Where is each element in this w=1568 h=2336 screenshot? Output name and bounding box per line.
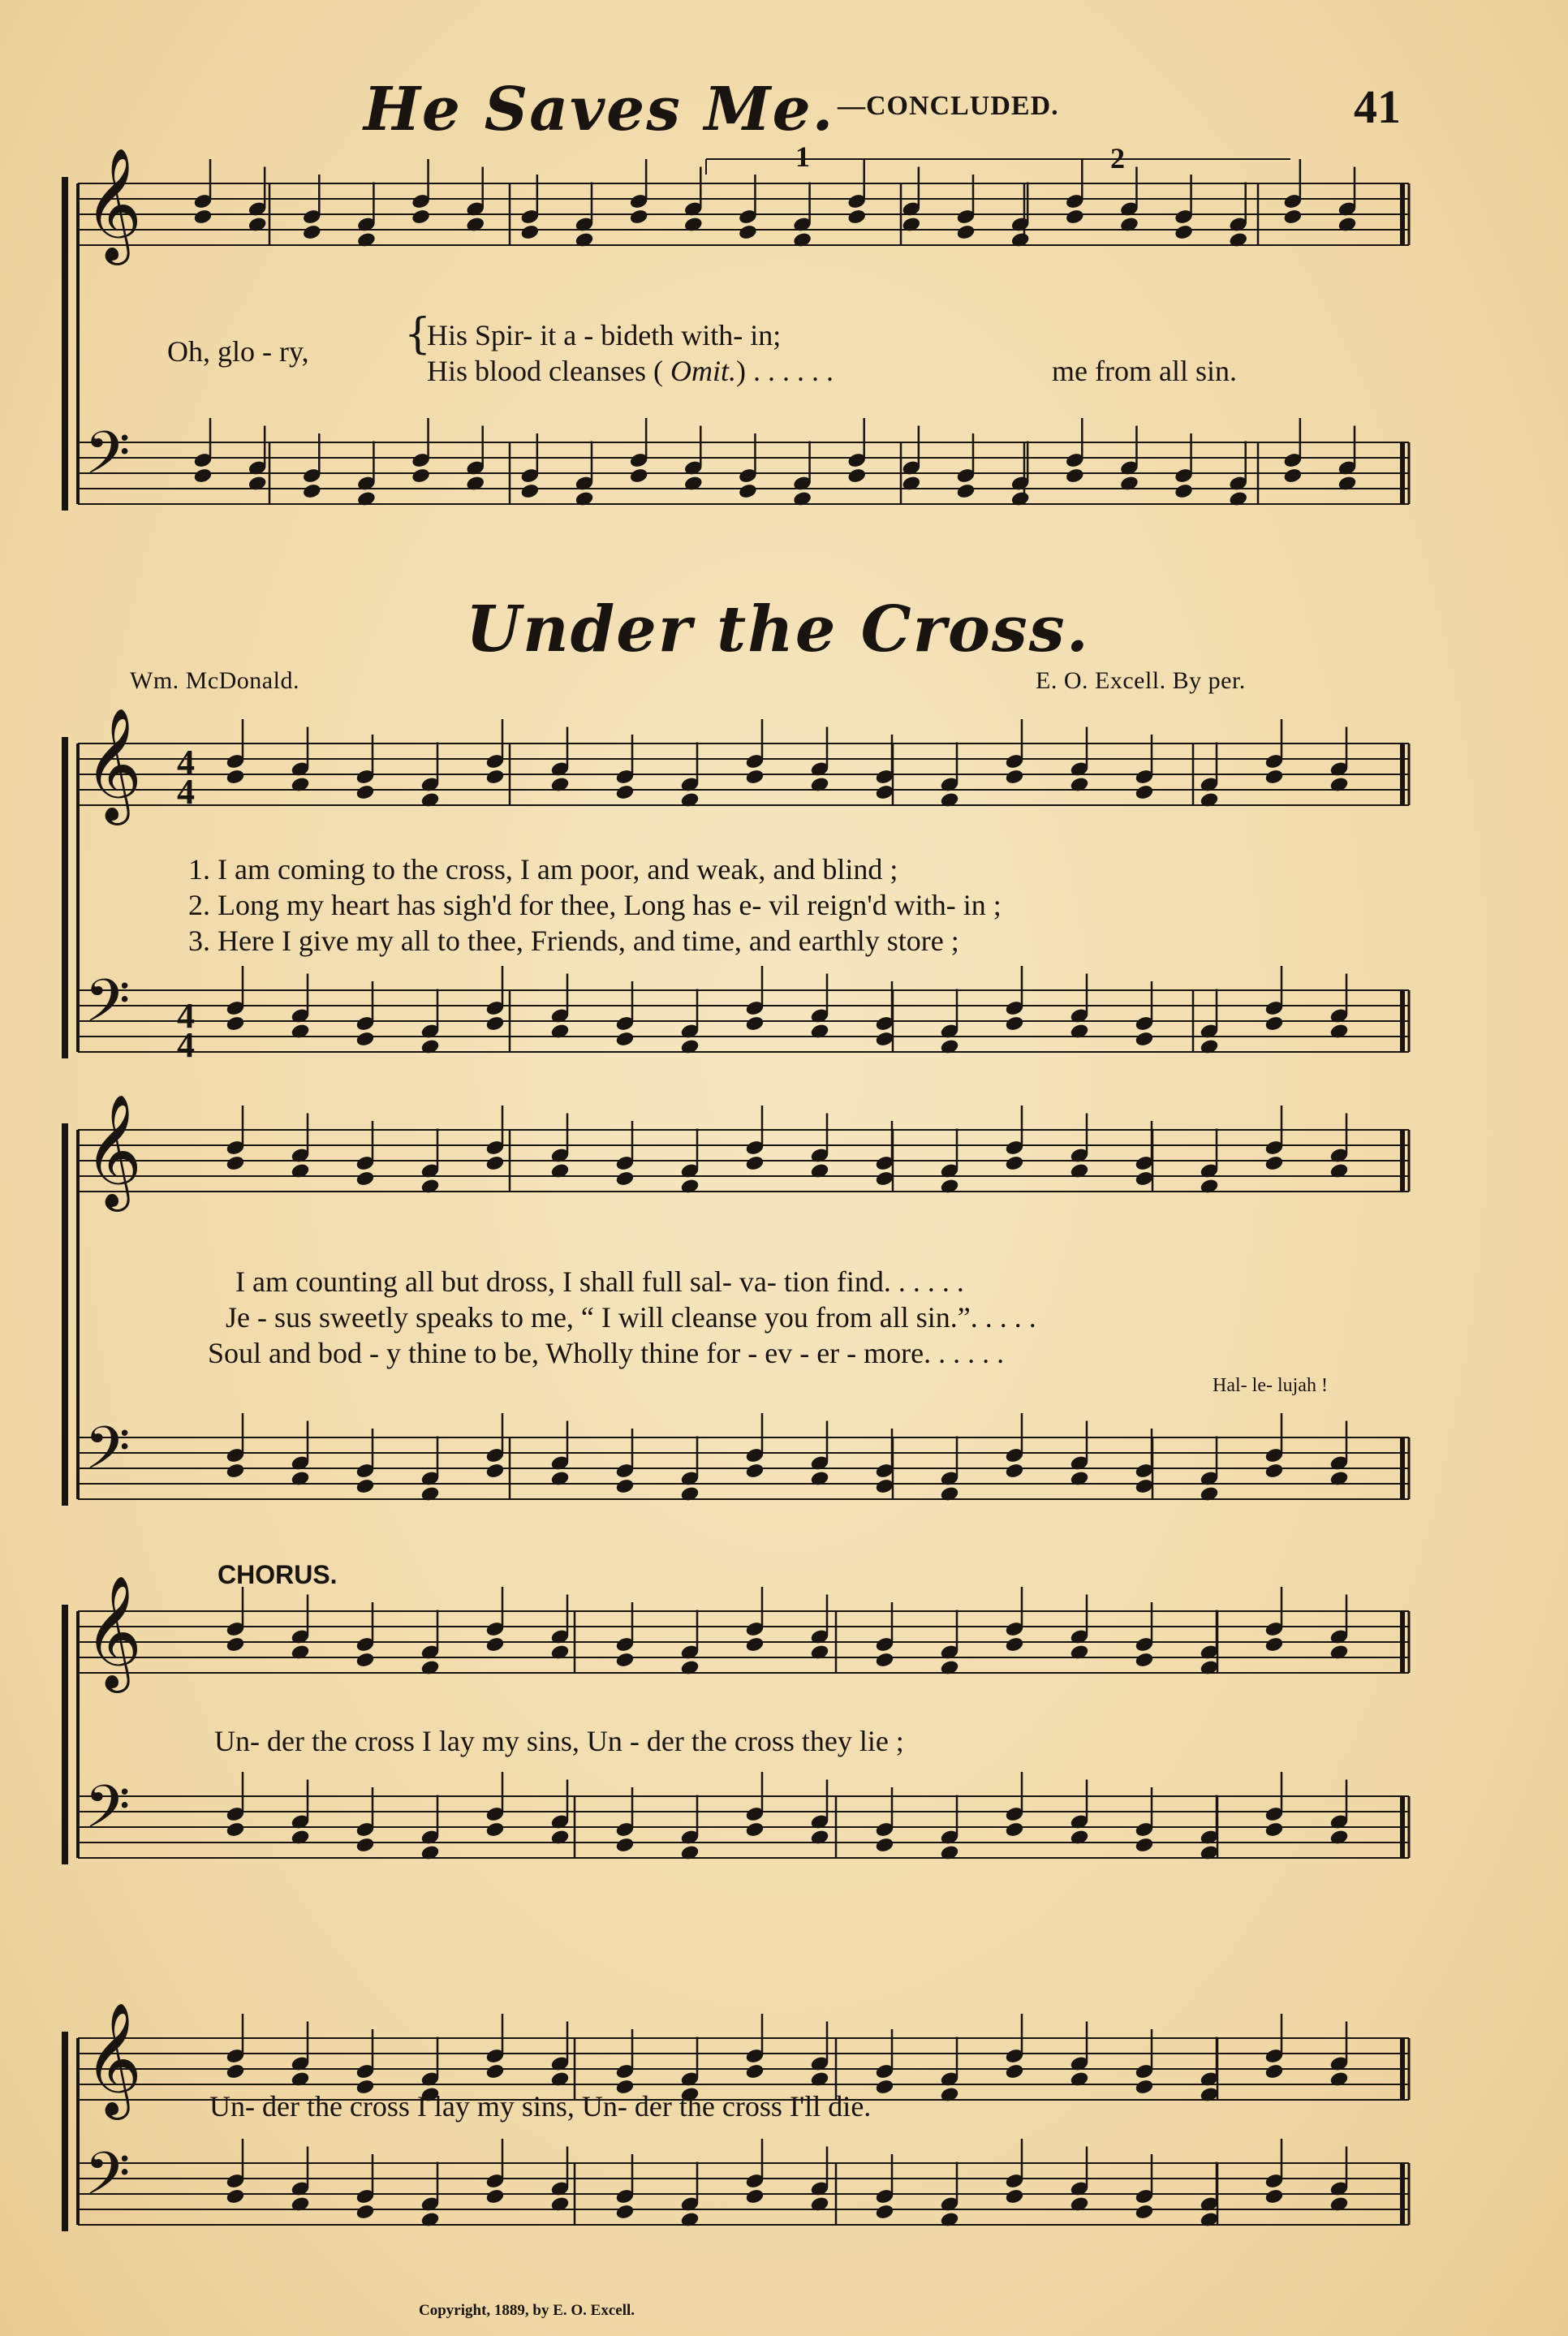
treble-clef-icon: 𝄞 xyxy=(84,708,142,821)
verse2-line1: 2. Long my heart has sigh'd for thee, Long has e- vil reign'd with- in ; xyxy=(188,889,1002,921)
verse1-line2: I am counting all but dross, I shall full sal- va- tion find. . . . . . xyxy=(235,1265,964,1298)
note-head xyxy=(745,1155,765,1171)
note-head xyxy=(302,483,321,499)
note-head xyxy=(875,1170,894,1187)
verse3-line2: Soul and bod - y thine to be, Wholly thine for - ev - er - more. . . . . . xyxy=(208,1337,1005,1369)
verse2-line2: Je - sus sweetly speaks to me, “ I will cleanse you from all sin.”. . . . . xyxy=(226,1301,1036,1334)
note-head xyxy=(1264,2188,1284,2205)
note-head xyxy=(1005,1636,1024,1653)
note-head xyxy=(1135,2204,1154,2220)
note-head xyxy=(1135,784,1154,800)
note-head xyxy=(615,1170,635,1187)
note-head xyxy=(355,1652,375,1668)
bass-clef-icon: 𝄢 xyxy=(84,418,131,502)
note-head xyxy=(1264,1821,1284,1838)
note-head xyxy=(1264,769,1284,785)
note-head xyxy=(355,1478,375,1494)
note-head xyxy=(1264,1155,1284,1171)
bass-clef-icon: 𝄢 xyxy=(84,2139,131,2222)
note-head xyxy=(1135,2079,1154,2095)
note-head xyxy=(745,1015,765,1032)
song-title-under-the-cross: Under the Cross. xyxy=(466,593,1090,666)
note-head xyxy=(226,1155,245,1171)
note-head xyxy=(1135,1478,1154,1494)
note-head xyxy=(745,1821,765,1838)
note-head xyxy=(355,784,375,800)
note-head xyxy=(847,468,867,484)
song1-lyric-line1: His Spir- it a - bideth with- in; xyxy=(427,319,782,351)
note-head xyxy=(615,2204,635,2220)
note-head xyxy=(875,2204,894,2220)
note-head xyxy=(485,1463,505,1479)
song1-lyric-lead: Oh, glo - ry, xyxy=(167,335,309,368)
verse3-line1: 3. Here I give my all to thee, Friends, and time, and earthly store ; xyxy=(188,924,959,957)
bass-clef-icon: 𝄢 xyxy=(84,1413,131,1497)
note-head xyxy=(302,224,321,240)
chorus-label: CHORUS. xyxy=(218,1560,338,1589)
treble-clef-icon: 𝄞 xyxy=(84,148,142,261)
note-head xyxy=(485,1155,505,1171)
note-head xyxy=(615,784,635,800)
note-head xyxy=(745,1636,765,1653)
song-title-he-saves-me: He Saves Me. xyxy=(364,75,835,144)
note-head xyxy=(485,1636,505,1653)
note-head xyxy=(355,1837,375,1853)
note-head xyxy=(411,468,431,484)
note-head xyxy=(226,1821,245,1838)
composer-credit: E. O. Excell. By per. xyxy=(1036,667,1246,694)
second-ending-marker: 2 xyxy=(1110,142,1125,175)
copyright-notice: Copyright, 1889, by E. O. Excell. xyxy=(419,2302,635,2319)
note-head xyxy=(485,769,505,785)
note-head xyxy=(355,1031,375,1047)
note-head xyxy=(615,1478,635,1494)
note-head xyxy=(847,209,867,225)
note-head xyxy=(1005,1821,1024,1838)
chorus-line2: Un- der the cross I lay my sins, Un- der the cross I'll die. xyxy=(209,2090,872,2123)
note-head xyxy=(226,769,245,785)
note-head xyxy=(875,1031,894,1047)
song-subtitle-concluded: —CONCLUDED. xyxy=(838,91,1059,121)
note-head xyxy=(615,1837,635,1853)
note-head xyxy=(485,1015,505,1032)
song1-lyric-line2: His blood cleanses ( Omit.) . . . . . . xyxy=(427,355,834,387)
note-head xyxy=(745,1463,765,1479)
note-head xyxy=(875,2079,894,2095)
note-head xyxy=(1135,1170,1154,1187)
note-head xyxy=(520,483,540,499)
verse1-line1: 1. I am coming to the cross, I am poor, and weak, and blind ; xyxy=(188,853,898,886)
note-head xyxy=(520,224,540,240)
note-head xyxy=(1135,1031,1154,1047)
note-head xyxy=(355,1170,375,1187)
note-head xyxy=(875,1837,894,1853)
note-head xyxy=(485,1821,505,1838)
note-head xyxy=(1065,468,1084,484)
note-head xyxy=(1005,2063,1024,2080)
note-head xyxy=(1283,209,1303,225)
note-head xyxy=(226,1463,245,1479)
bass-clef-icon: 𝄢 xyxy=(84,966,131,1049)
note-head xyxy=(226,1015,245,1032)
note-head xyxy=(629,468,648,484)
chorus-line1: Un- der the cross I lay my sins, Un - der the cross they lie ; xyxy=(214,1725,904,1757)
note-head xyxy=(1005,1463,1024,1479)
note-head xyxy=(1005,769,1024,785)
note-head xyxy=(875,784,894,800)
note-head xyxy=(1005,1155,1024,1171)
note-head xyxy=(1005,2188,1024,2205)
note-head xyxy=(745,769,765,785)
note-head xyxy=(875,1478,894,1494)
note-head xyxy=(739,483,758,499)
lyric-brace: { xyxy=(404,310,432,359)
note-head xyxy=(1135,1837,1154,1853)
note-head xyxy=(739,224,758,240)
note-head xyxy=(226,2063,245,2080)
treble-clef-icon: 𝄞 xyxy=(84,2002,142,2115)
note-head xyxy=(1264,1463,1284,1479)
first-ending-marker: 1 xyxy=(795,140,810,173)
note-head xyxy=(355,2204,375,2220)
note-head xyxy=(411,209,431,225)
note-head xyxy=(226,1636,245,1653)
note-head xyxy=(193,209,213,225)
note-head xyxy=(956,224,976,240)
bass-clef-icon: 𝄢 xyxy=(84,1772,131,1855)
note-head xyxy=(745,2188,765,2205)
treble-clef-icon: 𝄞 xyxy=(84,1094,142,1207)
note-head xyxy=(226,2188,245,2205)
note-head xyxy=(629,209,648,225)
note-head xyxy=(956,483,976,499)
note-head xyxy=(1005,1015,1024,1032)
treble-time-signature: 4 4 xyxy=(177,743,195,812)
note-head xyxy=(1264,2063,1284,2080)
note-head xyxy=(745,2063,765,2080)
treble-clef-icon: 𝄞 xyxy=(84,1575,142,1688)
song1-lyric-end: me from all sin. xyxy=(1052,355,1237,387)
note-head xyxy=(875,1652,894,1668)
note-head xyxy=(1283,468,1303,484)
note-head xyxy=(1135,1652,1154,1668)
note-head xyxy=(615,1031,635,1047)
note-head xyxy=(485,2063,505,2080)
note-head xyxy=(1264,1015,1284,1032)
bass-time-signature: 4 4 xyxy=(177,996,195,1065)
note-head xyxy=(1174,224,1194,240)
author-credit: Wm. McDonald. xyxy=(130,667,299,694)
note-head xyxy=(485,2188,505,2205)
note-head xyxy=(1174,483,1194,499)
note-head xyxy=(1065,209,1084,225)
hallelujah-text: Hal- le- lujah ! xyxy=(1213,1375,1328,1396)
note-head xyxy=(615,1652,635,1668)
note-head xyxy=(1264,1636,1284,1653)
page-number: 41 xyxy=(1354,80,1401,133)
note-head xyxy=(193,468,213,484)
